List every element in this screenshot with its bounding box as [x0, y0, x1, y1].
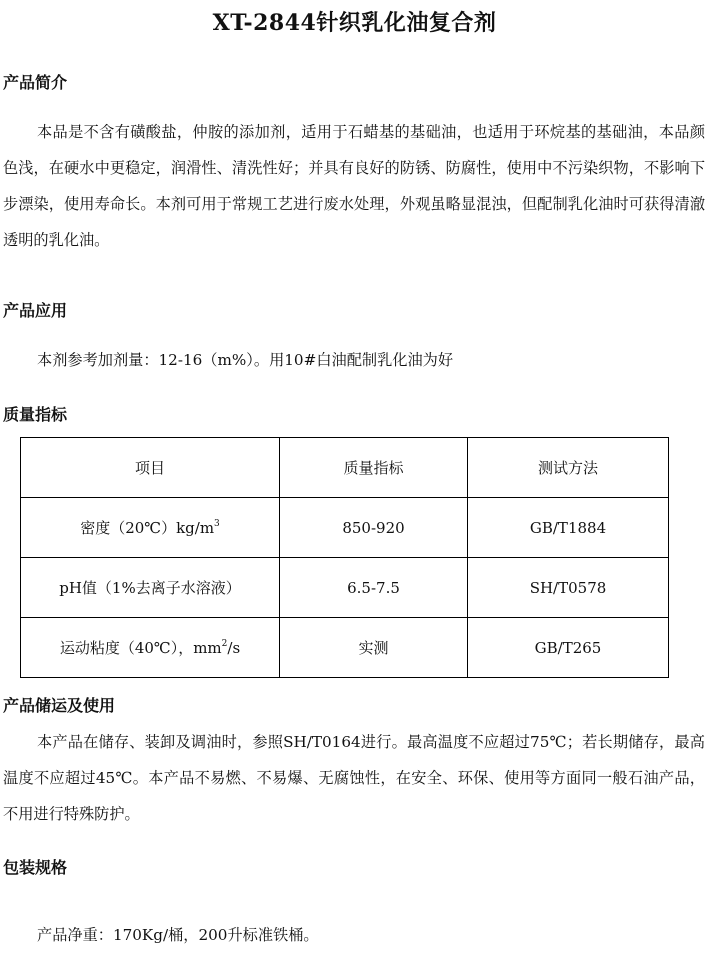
row-spec: 6.5-7.5: [280, 558, 468, 618]
row-item-label: 密度（20℃）kg/m: [80, 519, 215, 537]
row-item-label: pH值（1%去离子水溶液）: [59, 579, 241, 597]
row-item-sup: 3: [214, 519, 220, 529]
section-heading-intro: 产品简介: [3, 73, 68, 92]
section-heading-packaging: 包装规格: [3, 858, 68, 877]
row-item-suffix: /s: [227, 639, 241, 657]
header-spec: 质量指标: [280, 438, 468, 498]
application-paragraph: 本剂参考加剂量：12-16（m%）。用10#白油配制乳化油为好: [37, 351, 454, 369]
quality-spec-table: [20, 437, 669, 678]
header-method: 测试方法: [468, 438, 669, 498]
row-item-sup: 2: [221, 639, 228, 649]
table-row: [21, 618, 669, 678]
packaging-paragraph: 产品净重：170Kg/桶，200升标准铁桶。: [37, 926, 319, 944]
row-item-label: 运动粘度（40℃），mm: [59, 639, 222, 657]
intro-paragraph: 本品是不含有磺酸盐，仲胺的添加剂，适用于石蜡基的基础油，也适用于环烷基的基础油，本品颜色浅，在硬水中更稳定，润滑性、清洗性好；并具有良好的防锈、防腐性，使用中不污染织物，不影响下步漂染，使用寿命长。本剂可用于常规工艺进行废水处理，外观虽略显混浊，但配制乳化油时可获得清澈透明的乳化油。: [3, 123, 705, 249]
row-item: [21, 498, 280, 558]
row-item: [21, 618, 280, 678]
header-item: 项目: [21, 438, 280, 498]
table-row: [21, 558, 669, 618]
document-title: XT-2844针织乳化油复合剂: [212, 10, 497, 36]
section-heading-application: 产品应用: [3, 301, 68, 320]
row-spec: 850-920: [280, 498, 468, 558]
storage-paragraph: 本产品在储存、装卸及调油时，参照SH/T0164进行。最高温度不应超过75℃；若长期储存，最高温度不应超过45℃。本产品不易燃、不易爆、无腐蚀性，在安全、环保、使用等方面同一般石油产品，不用进行特殊防护。: [3, 733, 705, 823]
row-method: GB/T265: [468, 618, 669, 678]
section-heading-storage: 产品储运及使用: [3, 696, 116, 715]
row-method: GB/T1884: [468, 498, 669, 558]
row-spec: 实测: [280, 618, 468, 678]
row-method: SH/T0578: [468, 558, 669, 618]
section-heading-quality: 质量指标: [3, 405, 68, 424]
table-row: [21, 498, 669, 558]
row-item: [21, 558, 280, 618]
table-header-row: [21, 438, 669, 498]
